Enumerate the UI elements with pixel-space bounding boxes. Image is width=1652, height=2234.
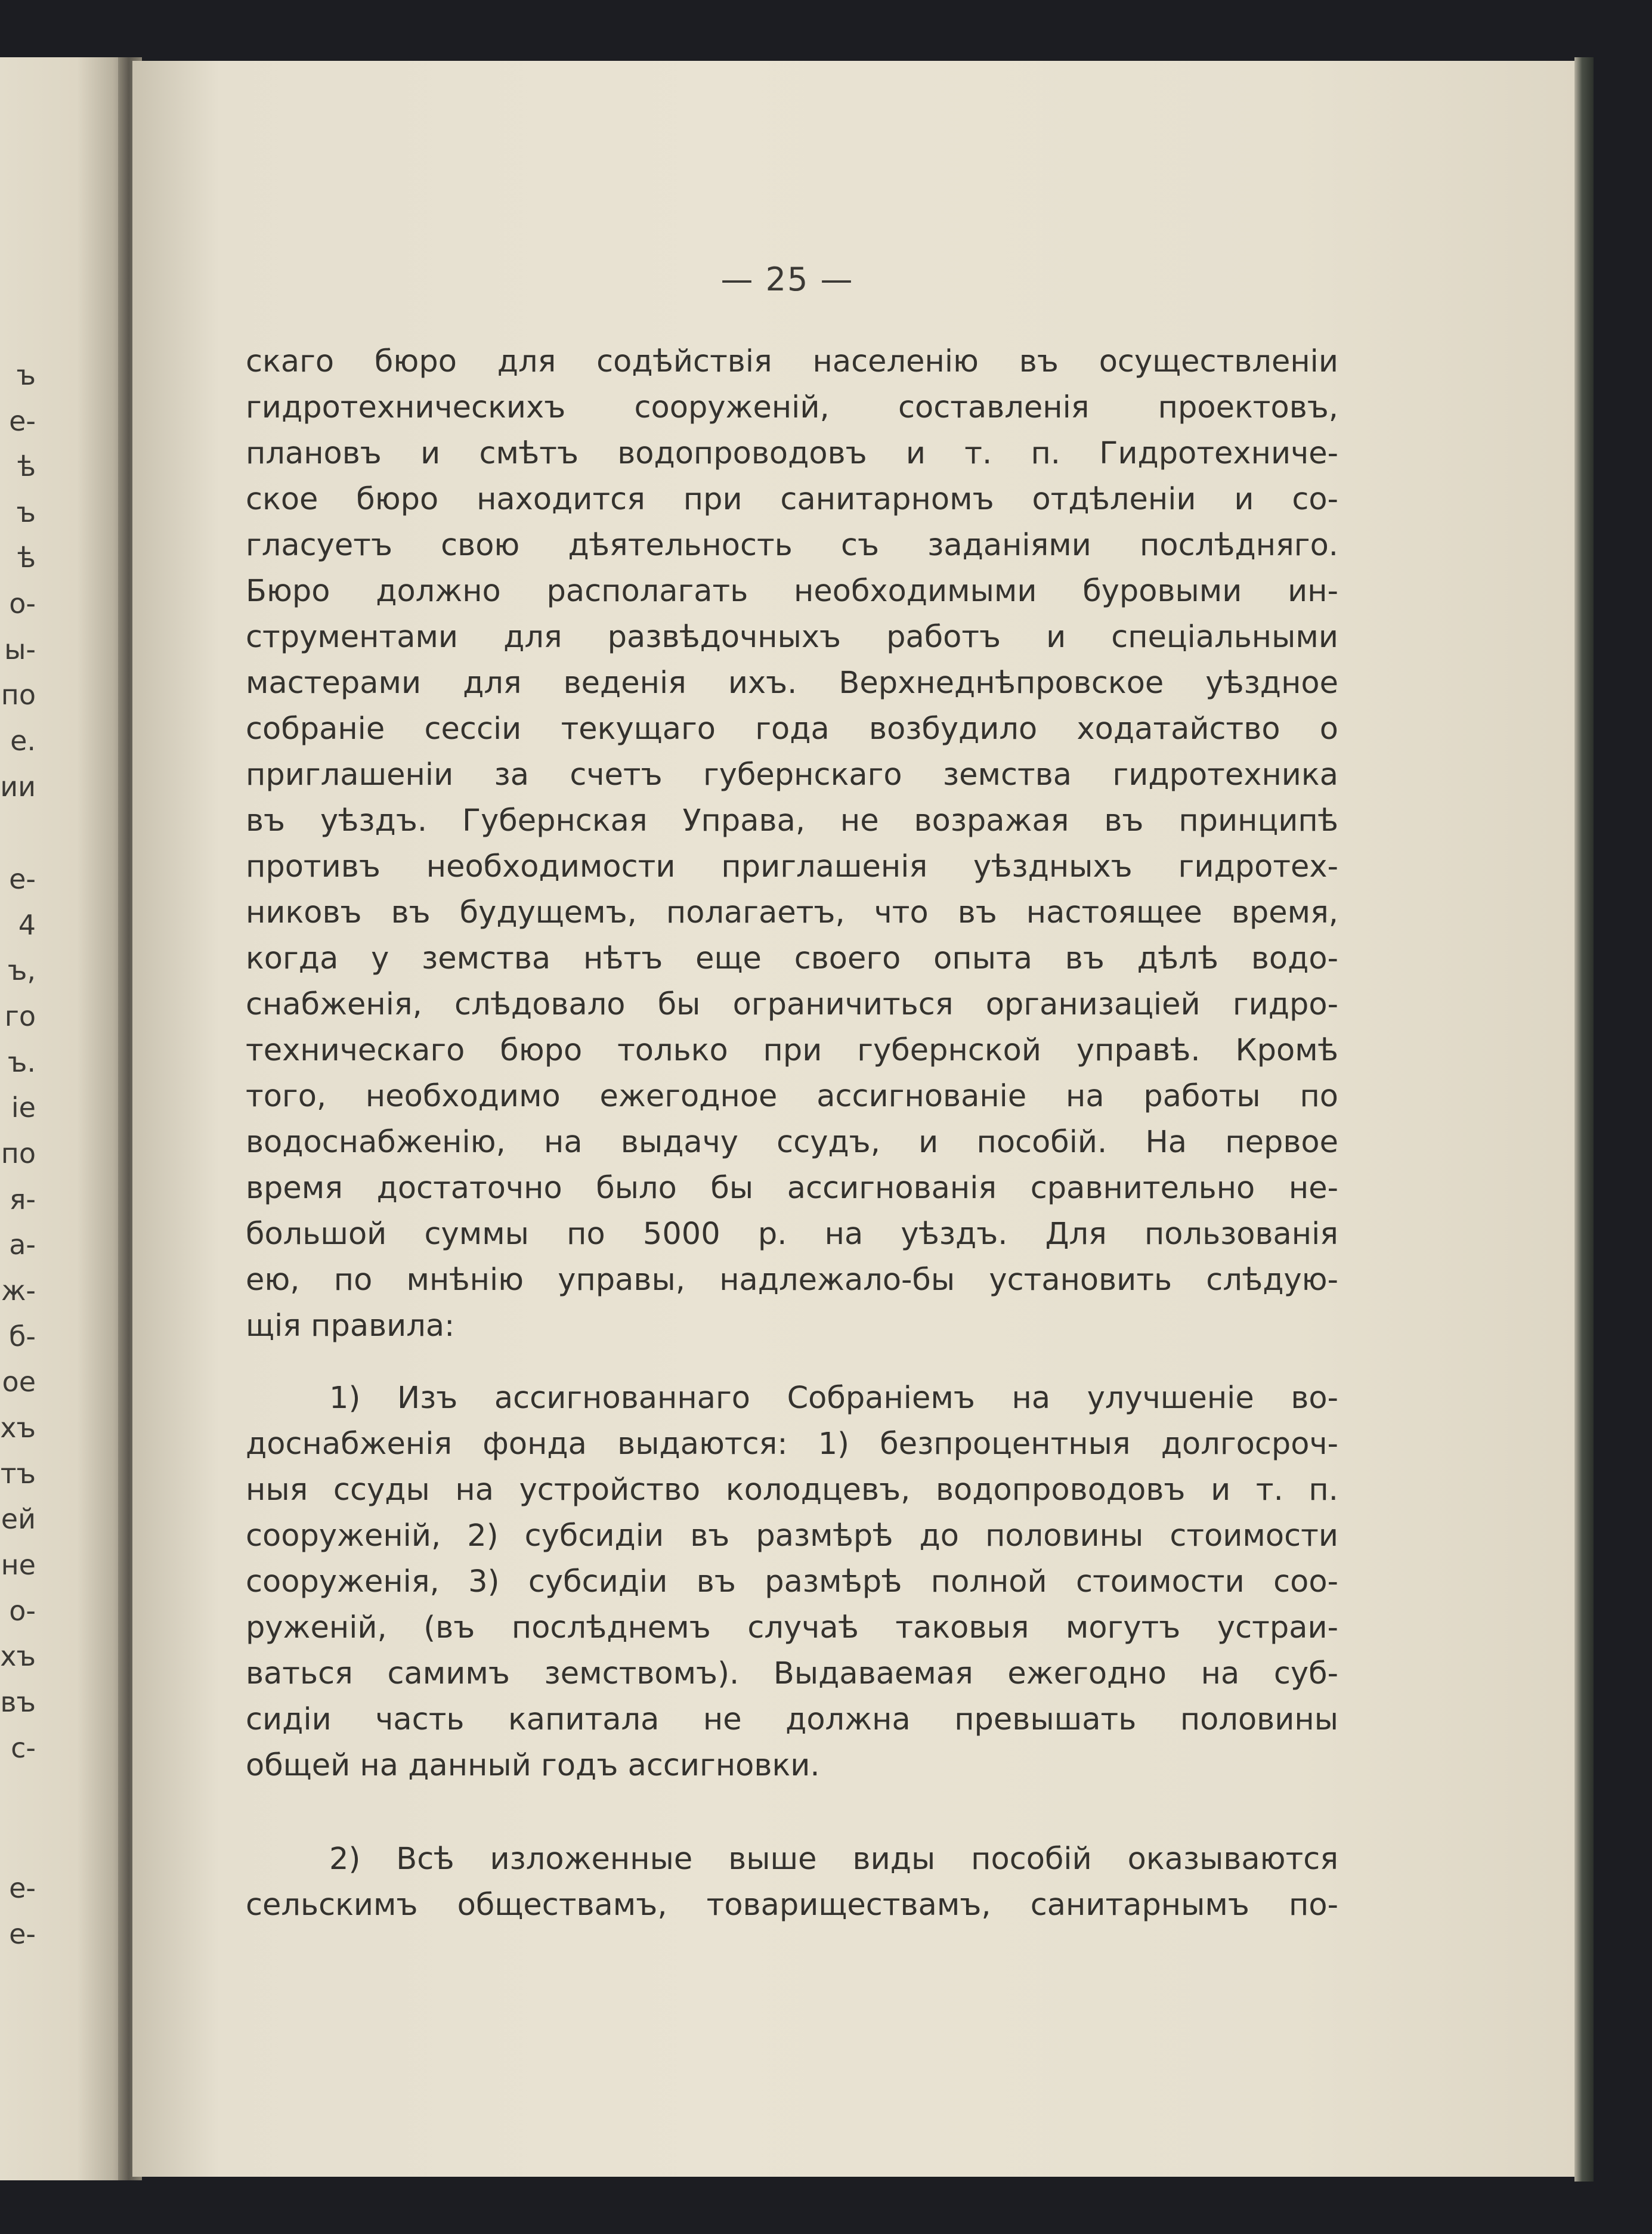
paragraph-gap [246,1349,1338,1375]
text-line: приглашеніи за счетъ губернскаго земства гидротехника [246,757,1338,793]
margin-fragment: а- [9,1229,36,1261]
margin-fragment: с- [11,1732,36,1764]
text-line: гласуетъ свою дѣятельность съ заданіями послѣдняго. [246,528,1338,563]
margin-fragment: іе [11,1091,36,1124]
text-line: собраніе сессіи текущаго года возбудило ходатайство о [246,711,1338,747]
text-line: гидротехническихъ сооруженій, составленія проектовъ, [246,390,1338,425]
margin-fragment: о- [9,1595,36,1627]
margin-fragment: 4 [18,909,36,941]
text-line: никовъ въ будущемъ, полагаетъ, что въ настоящее время, [246,895,1338,930]
margin-fragment: ы- [4,633,36,666]
text-line: общей на данный годъ ассигновки. [246,1748,820,1783]
text-line: большой суммы по 5000 р. на уѣздъ. Для пользованія [246,1217,1338,1252]
text-line: Бюро должно располагать необходимыми буровыми ин- [246,574,1338,609]
text-line: доснабженія фонда выдаются: 1) безпроцентныя долгосроч- [246,1427,1338,1462]
text-line: ныя ссуды на устройство колодцевъ, водопроводовъ и т. п. [246,1472,1338,1508]
text-line: того, необходимо ежегодное ассигнованіе на работы по [246,1079,1338,1114]
margin-fragment: б- [9,1320,36,1353]
margin-fragment: о- [9,587,36,620]
text-line: техническаго бюро только при губернской управѣ. Кромѣ [246,1033,1338,1068]
margin-fragment: ж- [1,1274,36,1307]
body-text [246,339,1338,1928]
text-line: сельскимъ обществамъ, товариществамъ, санитарнымъ по- [246,1888,1338,1923]
margin-fragment: ии [0,771,36,803]
margin-fragment: е- [9,863,36,895]
margin-fragment: не [1,1549,36,1581]
margin-fragment: тъ [0,1458,36,1490]
margin-fragment: ъ, [7,954,36,986]
margin-fragment: е- [9,1918,36,1950]
paragraph-gap [246,1789,1338,1836]
margin-fragment: е- [9,1872,36,1904]
paragraph [246,1375,1338,1789]
paragraph [246,339,1338,1349]
text-line: руженій, (въ послѣднемъ случаѣ таковыя могутъ устраи- [246,1610,1338,1645]
margin-fragment: по [1,679,36,711]
text-line: въ уѣздъ. Губернская Управа, не возражая въ принципѣ [246,803,1338,838]
margin-fragment: ъ. [7,1046,36,1078]
page-edge [1574,57,1594,2182]
margin-fragment: по [1,1137,36,1169]
paragraph [246,1836,1338,1928]
text-line: сооруженія, 3) субсидіи въ размѣрѣ полной стоимости соо- [246,1564,1338,1599]
text-line: 1) Изъ ассигнованнаго Собраніемъ на улучшеніе во- [329,1381,1338,1416]
margin-fragment: ей [1,1503,36,1535]
margin-fragment: ѣ [17,542,36,574]
text-line: ею, по мнѣнію управы, надлежало-бы установить слѣдую- [246,1263,1338,1298]
margin-fragment: я- [9,1183,36,1215]
text-line: плановъ и смѣтъ водопроводовъ и т. п. Гидротехниче- [246,436,1338,471]
margin-fragment: хъ [0,1412,36,1444]
text-line: снабженія, слѣдовало бы ограничиться организаціей гидро- [246,987,1338,1022]
margin-fragment: ое [2,1366,36,1398]
text-line: сидіи часть капитала не должна превышать половины [246,1702,1338,1737]
text-line: щія правила: [246,1308,455,1344]
text-line: время достаточно было бы ассигнованія сравнительно не- [246,1171,1338,1206]
margin-fragment: ъ [16,359,36,391]
margin-fragment: е- [9,405,36,437]
margin-fragment: е. [10,725,36,757]
text-line: струментами для развѣдочныхъ работъ и спеціальными [246,620,1338,655]
text-line: сооруженій, 2) субсидіи въ размѣрѣ до половины стоимости [246,1518,1338,1554]
text-line: скаго бюро для содѣйствія населенію въ осуществленіи [246,344,1338,379]
text-line: мастерами для веденія ихъ. Верхнеднѣпровское уѣздное [246,666,1338,701]
page-number: — 25 — [720,261,854,298]
margin-fragment: ѣ [17,450,36,482]
left-page-edge [0,57,128,2180]
text-line: ваться самимъ земствомъ). Выдаваемая ежегодно на суб- [246,1656,1338,1691]
margin-fragment: ъ [16,496,36,528]
text-line: противъ необходимости приглашенія уѣздныхъ гидротех- [246,849,1338,884]
margin-fragment: го [4,1000,36,1032]
margin-fragment: въ [0,1686,36,1718]
text-line: когда у земства нѣтъ еще своего опыта въ дѣлѣ водо- [246,941,1338,976]
text-line: 2) Всѣ изложенные выше виды пособій оказываются [329,1842,1338,1877]
text-line: ское бюро находится при санитарномъ отдѣленіи и со- [246,482,1338,517]
text-line: водоснабженію, на выдачу ссудъ, и пособій. На первое [246,1125,1338,1160]
margin-fragment: хъ [0,1640,36,1672]
